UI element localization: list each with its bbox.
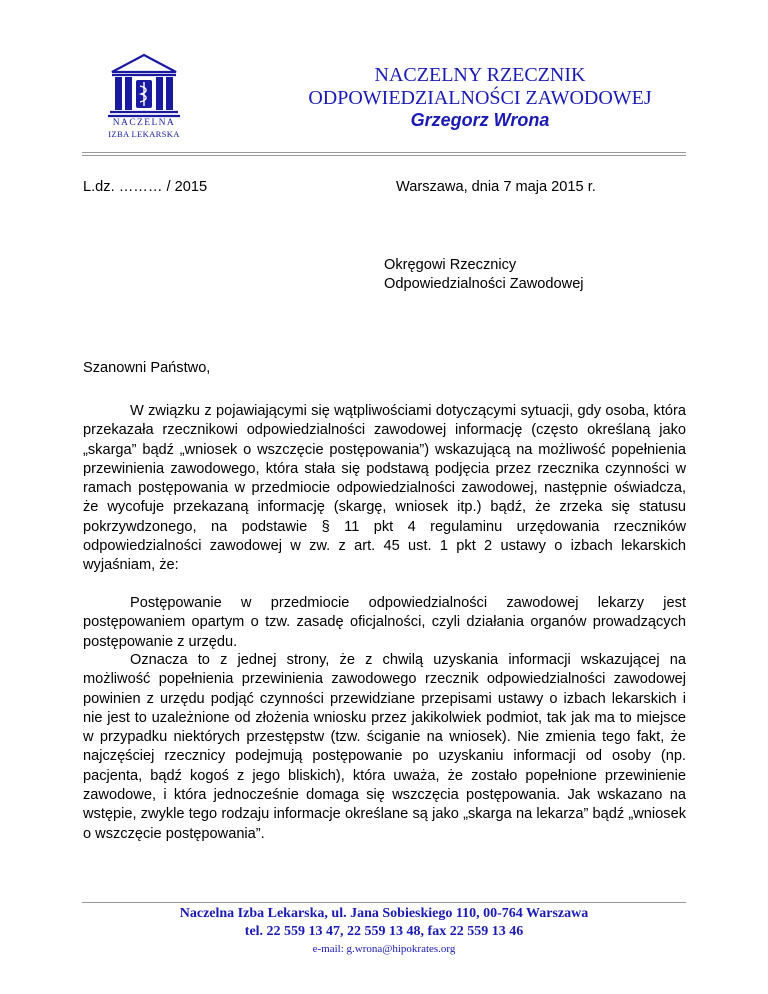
letter-date: Warszawa, dnia 7 maja 2015 r. xyxy=(396,179,596,195)
chamber-building-icon xyxy=(106,52,182,118)
logo-text-line2: IZBA LEKARSKA xyxy=(108,129,180,139)
footer-address: Naczelna Izba Lekarska, ul. Jana Sobieskiego 110, 00-764 Warszawa xyxy=(179,906,589,921)
header-divider-second xyxy=(82,155,686,156)
footer-divider xyxy=(82,902,686,903)
logo-text-line1: NACZELNA xyxy=(112,118,176,128)
paragraph-intro: W związku z pojawiającymi się wątpliwościami dotyczącymi sytuacji, gdy osoba, która przekazała rzecznikowi odpowiedzialności zawodowej informację (często określaną jako „skarga” bądź „wniosek o wszczęcie postępowania”) wskazującą na możliwość popełnienia przewinienia zawodowego, która stała się podstawą podjęcia przez rzecznika czynności w ramach postępowania w przedmiocie odpowiedzialności zawodowej, następnie oświadcza, że wycofuje przekazaną informację (skargę, wniosek itp.) bądź, że zrzeka się statusu pokrzywdzonego, na podstawie § 11 pkt 4 regulaminu urzędowania rzeczników odpowiedzialności zawodowej w zw. z art. 45 ust. 1 pkt 2 ustawy o izbach lekarskich wyjaśniam, że: xyxy=(83,403,686,574)
header-name: Grzegorz Wrona xyxy=(410,110,550,130)
paragraph-principle: Postępowanie w przedmiocie odpowiedzialności zawodowej lekarzy jest postępowaniem opartym o tzw. zasadę oficjalności, czyli działania organów prowadzących postępowanie z urzędu. xyxy=(83,595,686,650)
addressee-line1: Okręgowi Rzecznicy xyxy=(384,257,517,273)
addressee xyxy=(384,256,584,294)
chamber-logo xyxy=(106,52,182,140)
header-divider xyxy=(82,152,686,153)
reference-number: L.dz. ……… / 2015 xyxy=(83,179,208,195)
addressee-line2: Odpowiedzialności Zawodowej xyxy=(384,276,584,292)
header-title-line1: NACZELNY RZECZNIK xyxy=(374,64,586,86)
header-title-line2: ODPOWIEDZIALNOŚCI ZAWODOWEJ xyxy=(308,87,652,109)
paragraph-explanation: Oznacza to z jednej strony, że z chwilą uzyskania informacji wskazującej na możliwość popełnienia przewinienia zawodowego rzecznik odpowiedzialności zawodowej powinien z urzędu podjąć czynności przewidziane przepisami ustawy o izbach lekarskich i nie jest to uzależnione od złożenia wniosku przez jakikolwiek podmiot, tak jak ma to miejsce w przypadku niektórych przestępstw (tzw. ściganie na wniosek). Nie zmienia tego fakt, że najczęściej rzecznicy podejmują postępowanie po uzyskaniu informacji od osoby (np. pacjenta, bądź kogoś z jego bliskich), która uważa, że zostało popełnione przewinienie zawodowe, i która jednocześnie domaga się wszczęcia postępowania. Jak wskazano na wstępie, zwykle tego rodzaju informacje określane są jako „skarga na lekarza” bądź „wniosek o wszczęcie postępowania”. xyxy=(83,652,686,842)
footer-email: e-mail: g.wrona@hipokrates.org xyxy=(312,943,456,955)
salutation: Szanowni Państwo, xyxy=(83,360,211,376)
footer-phone: tel. 22 559 13 47, 22 559 13 48, fax 22 559 13 46 xyxy=(244,924,524,939)
